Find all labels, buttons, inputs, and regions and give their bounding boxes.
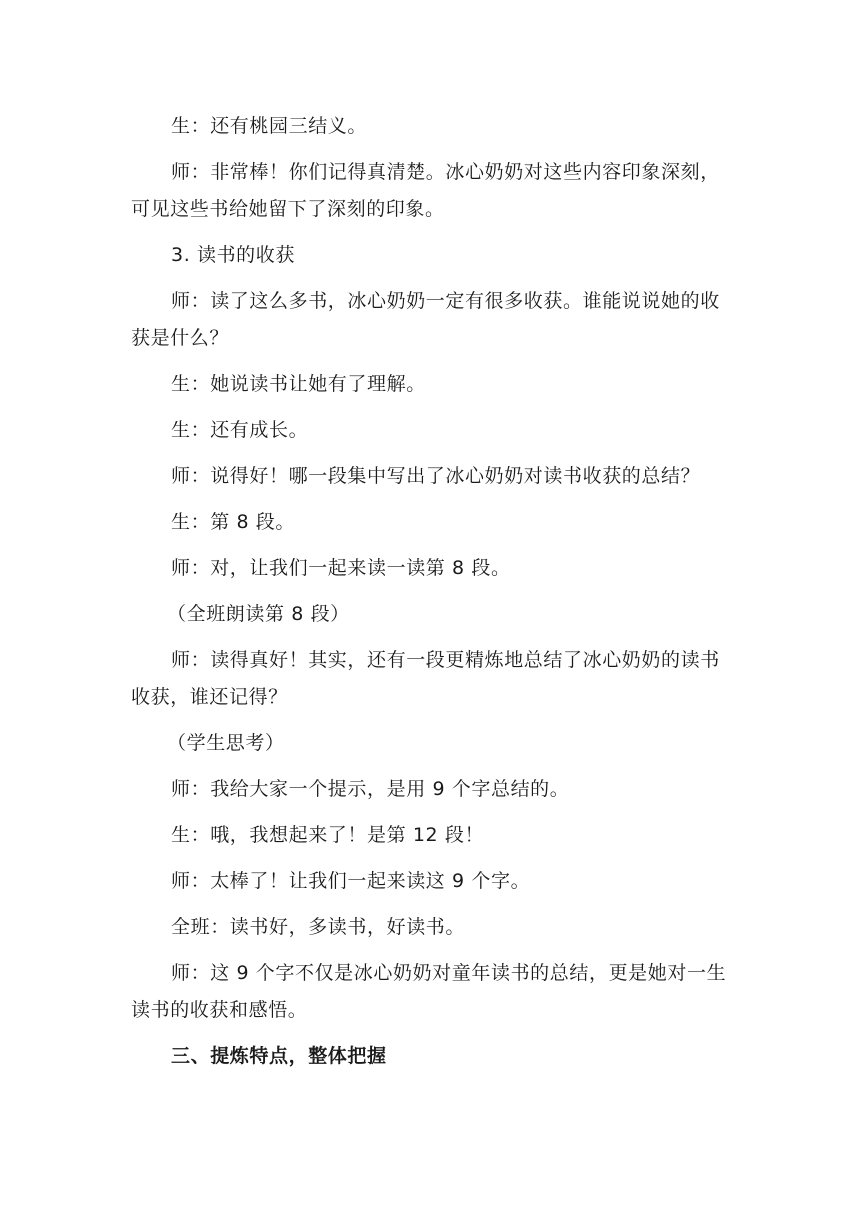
paragraph-student-paragraph-12: 生：哦，我想起来了！是第 12 段！: [171, 824, 485, 846]
subsection-heading-reading-gains: 3. 读书的收获: [171, 244, 295, 266]
paragraph-teacher-conclusion: 师：这 9 个字不仅是冰心奶奶对童年读书的总结，更是她对一生读书的收获和感悟。: [131, 962, 727, 1021]
section-heading-three: 三、提炼特点，整体把握: [171, 1045, 387, 1067]
paragraph-student-understanding: 生：她说读书让她有了理解。: [171, 373, 426, 395]
paragraph-teacher-hint: 师：我给大家一个提示，是用 9 个字总结的。: [171, 778, 570, 800]
paragraph-class-recites: 全班：读书好，多读书，好读书。: [171, 916, 466, 938]
paragraph-teacher-question-gains: 师：读了这么多书，冰心奶奶一定有很多收获。谁能说说她的收获是什么？: [131, 290, 720, 349]
document-body: [131, 108, 733, 1084]
paragraph-student-growth: 生：还有成长。: [171, 419, 309, 441]
paragraph-teacher-concise-summary: 师：读得真好！其实，还有一段更精炼地总结了冰心奶奶的读书收获，谁还记得？: [131, 649, 720, 708]
paragraph-teacher-read-nine-words: 师：太棒了！让我们一起来读这 9 个字。: [171, 870, 531, 892]
paragraph-stage-students-think: （学生思考）: [167, 732, 285, 754]
paragraph-student-paragraph-8: 生：第 8 段。: [171, 511, 295, 533]
paragraph-teacher-praise: 师：非常棒！你们记得真清楚。冰心奶奶对这些内容印象深刻，可见这些书给她留下了深刻的印象。: [131, 161, 720, 220]
paragraph-teacher-which-paragraph: 师：说得好！哪一段集中写出了冰心奶奶对读书收获的总结？: [171, 465, 701, 487]
paragraph-student-taoyuan: 生：还有桃园三结义。: [171, 115, 368, 137]
paragraph-stage-class-reads: （全班朗读第 8 段）: [167, 603, 350, 625]
paragraph-teacher-read-together: 师：对，让我们一起来读一读第 8 段。: [171, 557, 511, 579]
